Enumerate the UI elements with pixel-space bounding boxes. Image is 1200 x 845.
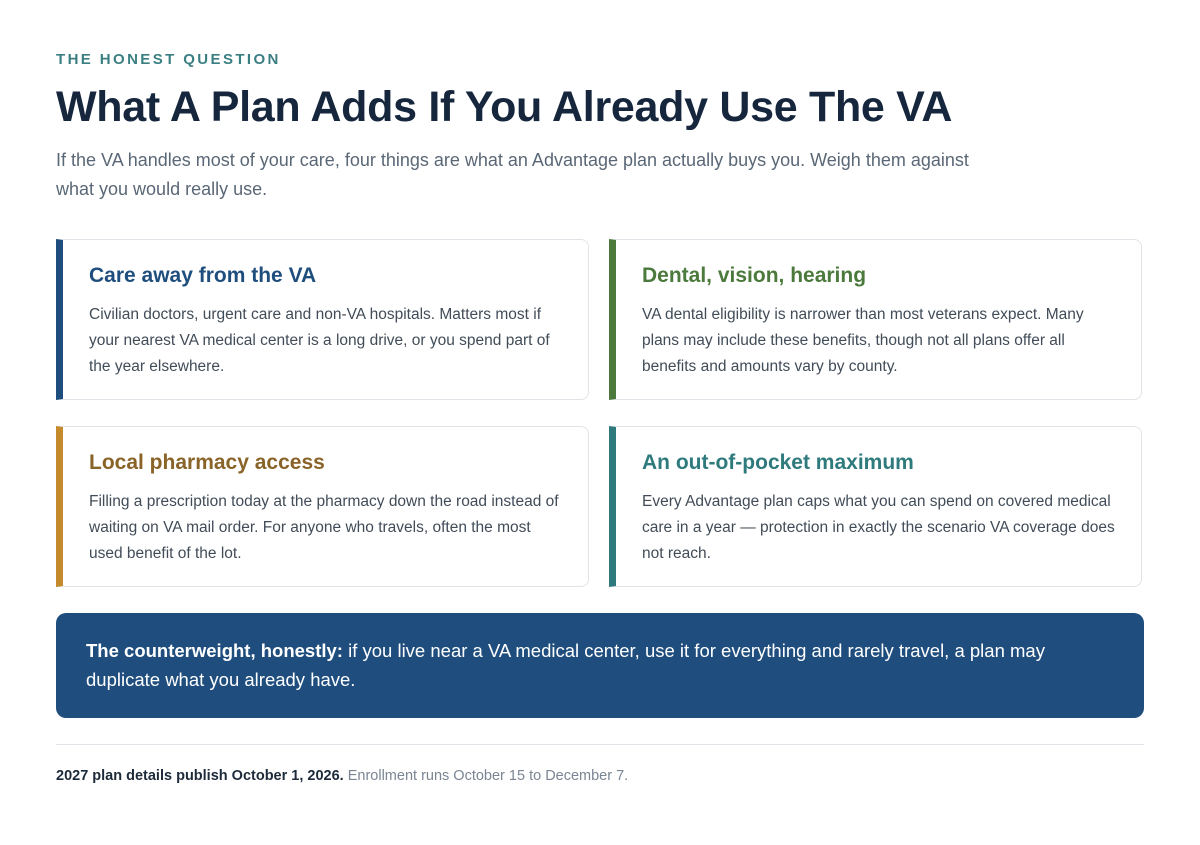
counterweight-callout xyxy=(56,613,1144,718)
footer-divider xyxy=(56,744,1144,745)
callout-lead: The counterweight, honestly: xyxy=(86,640,343,661)
card-title: Local pharmacy access xyxy=(89,451,325,474)
footer-note xyxy=(56,767,628,785)
card-care-away xyxy=(56,239,589,400)
card-out-of-pocket-maximum xyxy=(609,426,1142,587)
eyebrow-label: THE HONEST QUESTION xyxy=(56,51,281,68)
footer-text: Enrollment runs October 15 to December 7. xyxy=(343,768,629,784)
footer-bold: 2027 plan details publish October 1, 2026. xyxy=(56,768,344,784)
card-dental-vision-hearing xyxy=(609,239,1142,400)
card-title: Care away from the VA xyxy=(89,264,317,287)
card-local-pharmacy xyxy=(56,426,589,587)
intro-paragraph: If the VA handles most of your care, four things are what an Advantage plan actually buys you. Weigh them against what you would really use. xyxy=(56,150,969,199)
card-title: An out-of-pocket maximum xyxy=(642,451,914,474)
card-body: Civilian doctors, urgent care and non-VA hospitals. Matters most if your nearest VA medical center is a long drive, or you spend part of the year elsewhere. xyxy=(89,306,550,375)
card-body: Every Advantage plan caps what you can spend on covered medical care in a year — protection in exactly the scenario VA coverage does not reach. xyxy=(642,493,1115,562)
card-title: Dental, vision, hearing xyxy=(642,264,867,287)
callout-text: if you live near a VA medical center, use it for everything and rarely travel, a plan may duplicate what you already have. xyxy=(86,640,1045,690)
card-body: VA dental eligibility is narrower than most veterans expect. Many plans may include these benefits, though not all plans offer all benefits and amounts vary by county. xyxy=(642,306,1084,375)
card-body: Filling a prescription today at the pharmacy down the road instead of waiting on VA mail order. For anyone who travels, often the most used benefit of the lot. xyxy=(89,493,559,562)
page-title: What A Plan Adds If You Already Use The VA xyxy=(56,83,953,131)
